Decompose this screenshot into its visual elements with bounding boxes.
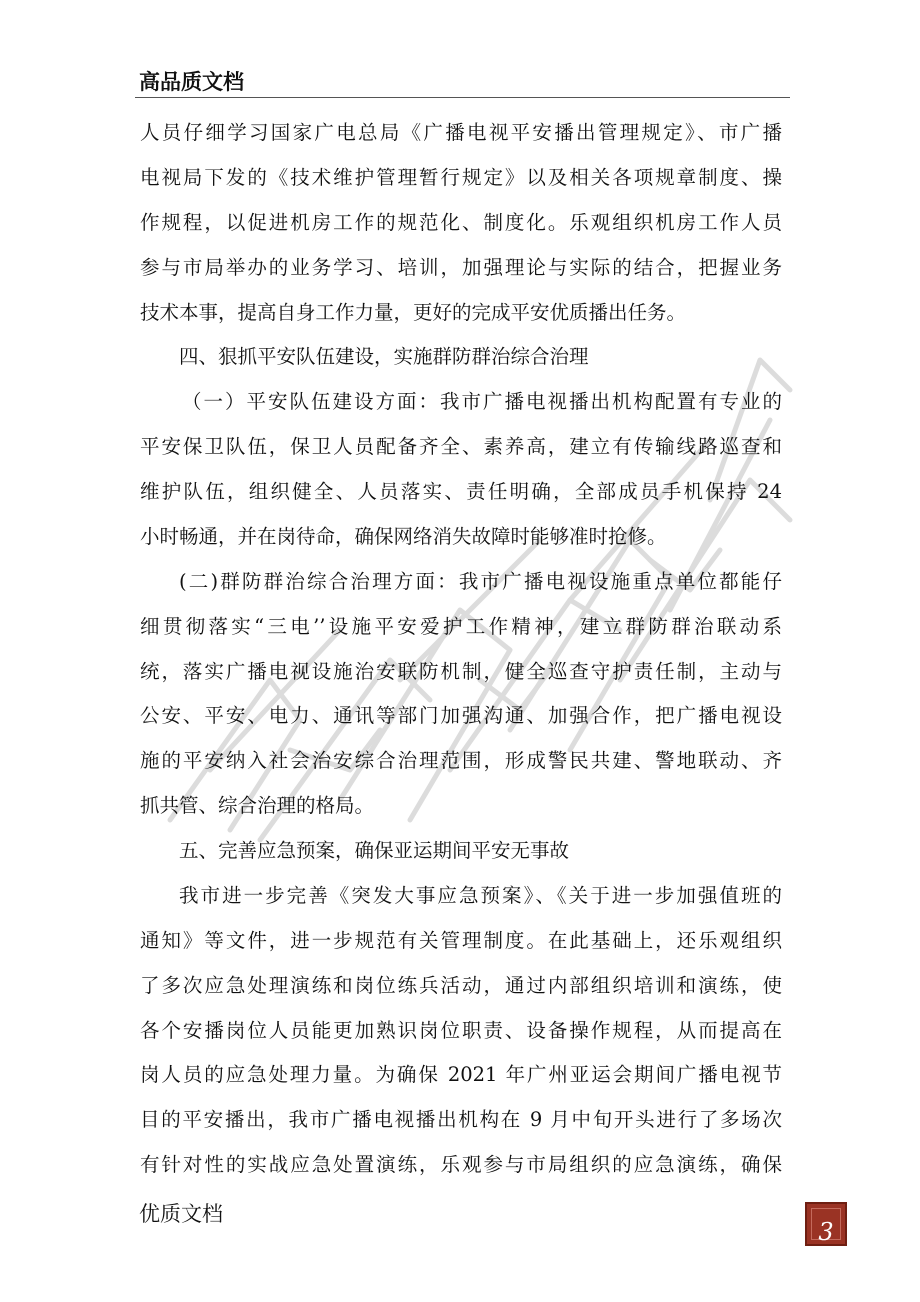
body-line: 统，落实广播电视设施治安联防机制，健全巡查守护责任制，主动与 <box>140 659 782 683</box>
document-body <box>140 117 782 1194</box>
body-line: 技术本事，提高自身工作力量，更好的完成平安优质播出任务。 <box>140 300 687 324</box>
body-line: 人员仔细学习国家广电总局《广播电视平安播出管理规定》、市广播 <box>140 121 782 144</box>
header-title: 高品质文档 <box>139 70 244 94</box>
body-line: 公安、平安、电力、通讯等部门加强沟通、加强合作，把广播电视设 <box>140 704 782 728</box>
body-line: 我市进一步完善《突发大事应急预案》、《关于进一步加强值班的 <box>179 883 782 907</box>
page-number-badge <box>805 1202 847 1246</box>
header-divider <box>135 97 790 98</box>
body-line: 作规程，以促进机房工作的规范化、制度化。乐观组织机房工作人员 <box>140 210 782 234</box>
body-line: 参与市局举办的业务学习、培训，加强理论与实际的结合，把握业务 <box>140 255 782 279</box>
section-heading: 五、完善应急预案，确保亚运期间平安无事故 <box>179 839 570 862</box>
body-line: 施的平安纳入社会治安综合治理范围，形成警民共建、警地联动、齐 <box>140 749 782 773</box>
section-heading: 四、狠抓平安队伍建设，实施群防群治综合治理 <box>179 345 589 369</box>
body-line: 了多次应急处理演练和岗位练兵活动，通过内部组织培训和演练，使 <box>140 973 782 997</box>
body-line: 各个安播岗位人员能更加熟识岗位职责、设备操作规程，从而提高在 <box>140 1018 782 1042</box>
body-line: 目的平安播出，我市广播电视播出机构在 9 月中旬开头进行了多场次 <box>140 1108 782 1132</box>
body-line: 有针对性的实战应急处置演练，乐观参与市局组织的应急演练，确保 <box>140 1153 782 1177</box>
body-line: 维护队伍，组织健全、人员落实、责任明确，全部成员手机保持 24 <box>140 480 782 503</box>
body-line: （一）平安队伍建设方面：我市广播电视播出机构配置有专业的 <box>182 390 782 414</box>
body-line: 电视局下发的《技术维护管理暂行规定》以及相关各项规章制度、操 <box>140 165 782 189</box>
body-line: 平安保卫队伍，保卫人员配备齐全、素养高，建立有传输线路巡查和 <box>140 435 782 459</box>
body-line: 岗人员的应急处理力量。为确保 2021 年广州亚运会期间广播电视节 <box>140 1063 782 1087</box>
body-line: 细贯彻落实“三电’’设施平安爱护工作精神，建立群防群治联动系 <box>140 614 782 638</box>
body-line: 通知》等文件，进一步规范有关管理制度。在此基础上，还乐观组织 <box>140 928 782 952</box>
page-number: 3 <box>818 1218 834 1246</box>
body-line: 小时畅通，并在岗待命，确保网络消失故障时能够准时抢修。 <box>140 524 667 548</box>
body-line: 抓共管、综合治理的格局。 <box>140 794 375 818</box>
body-line: (二)群防群治综合治理方面：我市广播电视设施重点单位都能仔 <box>179 569 782 593</box>
footer-title: 优质文档 <box>139 1202 223 1226</box>
